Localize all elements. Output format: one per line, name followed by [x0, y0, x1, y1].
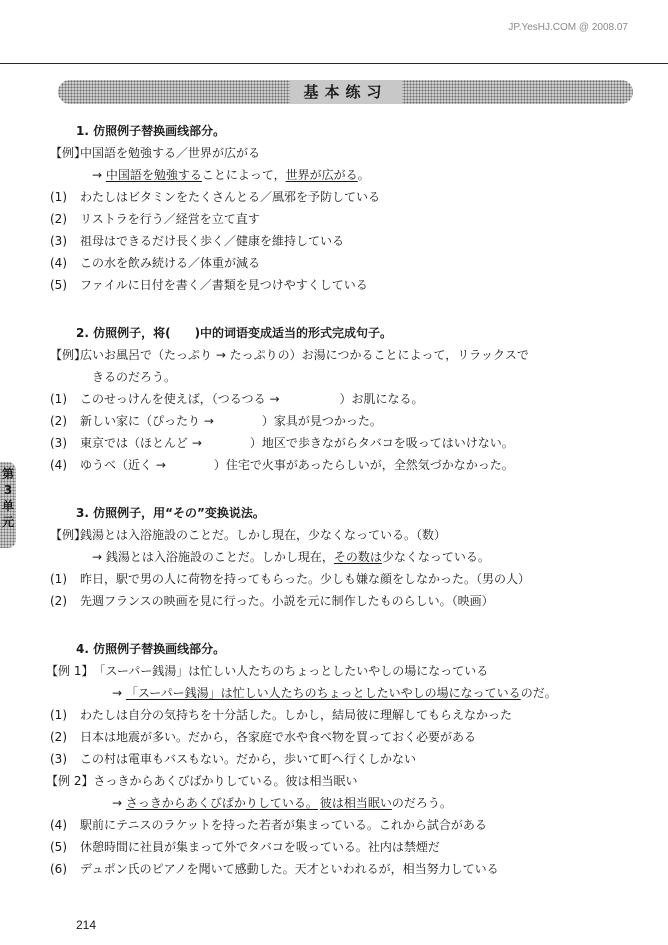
section-heading: 4. 仿照例子替换画线部分。 — [76, 642, 226, 656]
example-tag: 【例】 — [50, 146, 87, 160]
section-heading: 3. 仿照例子，用“その”变换说法。 — [76, 506, 265, 520]
item-text: この村は電車もバスもない。だから，歩いて町へ行くしかない — [80, 752, 417, 766]
list-item — [50, 410, 636, 432]
list-item — [50, 186, 636, 208]
example-text: 「スーパー銭湯」は忙しい人たちのちょっとしたいやしの場になっている — [93, 664, 489, 678]
item-text: 新しい家に（ぴったり → ）家具が見つかった。 — [80, 414, 382, 428]
list-item — [50, 704, 636, 726]
item-number: (1) — [50, 572, 67, 586]
example-line — [46, 770, 636, 792]
example-tag: 【例 2】 — [46, 774, 94, 788]
answer-text: のだろう。 — [391, 796, 452, 810]
item-text: わたしはビタミンをたくさんとる／風邪を予防している — [80, 190, 381, 204]
list-item — [50, 726, 636, 748]
example-text: 広いお風呂で（たっぷり → たっぷりの）お湯につかることによって，リラックスで — [80, 348, 529, 362]
answer-underline: さっきからあくびばかりしている。 — [125, 796, 318, 810]
item-number: (4) — [50, 458, 67, 472]
section-heading: 2. 仿照例子，将( )中的词语变成适当的形式完成句子。 — [76, 326, 393, 340]
item-number: (2) — [50, 414, 67, 428]
item-text: このせっけんを使えば，（つるつる → ）お肌になる。 — [80, 392, 424, 406]
list-item — [50, 432, 636, 454]
watermark: JP.YesHJ.COM @ 2008.07 — [508, 22, 628, 33]
example-line — [50, 142, 636, 164]
example-text: 銭湯とは入浴施設のことだ。しかし現在，少なくなっている。（数） — [80, 528, 447, 542]
item-number: (1) — [50, 392, 67, 406]
answer-underline: その数は — [333, 550, 382, 564]
answer-text: 少なくなっている。 — [381, 550, 490, 564]
answer-text: ことによって， — [201, 168, 286, 182]
list-item — [50, 230, 636, 252]
example-text: 中国語を勉強する／世界が広がる — [80, 146, 261, 160]
header-rule — [0, 63, 668, 64]
item-number: (1) — [50, 708, 67, 722]
list-item — [50, 568, 636, 590]
exercise-content — [46, 121, 636, 880]
item-text: 祖母はできるだけ長く歩く／健康を維持している — [80, 234, 345, 248]
item-text: 先週フランスの映画を見に行った。小説を元に制作したものらしい。（映画） — [80, 594, 494, 608]
list-item — [50, 748, 636, 770]
banner-title: 基本练习 — [289, 80, 401, 104]
exercise-section-1 — [50, 121, 636, 296]
exercise-section-3 — [50, 503, 636, 612]
example-tag: 【例】 — [50, 348, 87, 362]
item-text: リストラを行う／経営を立て直す — [80, 212, 260, 226]
item-number: (6) — [50, 862, 67, 876]
example-tag: 【例】 — [50, 528, 87, 542]
list-item — [50, 858, 636, 880]
item-number: (2) — [50, 730, 67, 744]
example-line — [46, 660, 636, 682]
item-number: (3) — [50, 752, 67, 766]
example-answer — [76, 792, 636, 814]
list-item — [50, 814, 636, 836]
section-banner — [58, 80, 633, 104]
example-text: きるのだろう。 — [92, 370, 177, 384]
list-item — [50, 836, 636, 858]
example-answer — [76, 546, 636, 568]
item-number: (5) — [50, 840, 67, 854]
answer-underline: 世界が広がる — [285, 168, 358, 182]
item-text: 日本は地震が多い。だから，各家庭で水や食べ物を買っておく必要がある — [80, 730, 477, 744]
unit-side-tab-label: 第3单元 — [1, 467, 14, 529]
example-line — [50, 344, 636, 366]
answer-arrow: → — [112, 686, 126, 700]
example-line-continued — [76, 366, 636, 388]
item-number: (3) — [50, 436, 67, 450]
answer-underline: 彼は相当眠い — [319, 796, 392, 810]
unit-side-tab — [0, 462, 16, 548]
example-answer — [76, 164, 636, 186]
answer-arrow: → — [112, 796, 126, 810]
answer-text: のだ。 — [520, 686, 557, 700]
list-item — [50, 252, 636, 274]
item-text: デュポン氏のピアノを聞いて感動した。天才といわれるが，相当努力している — [80, 862, 499, 876]
item-text: ゆうべ（近く → ）住宅で火事があったらしいが，全然気づかなかった。 — [80, 458, 514, 472]
example-text: さっきからあくびばかりしている。彼は相当眠い — [93, 774, 358, 788]
example-tag: 【例 1】 — [46, 664, 94, 678]
item-text: 昨日，駅で男の人に荷物を持ってもらった。少しも嫌な顔をしなかった。（男の人） — [80, 572, 531, 586]
section-heading: 1. 仿照例子替换画线部分。 — [76, 124, 226, 138]
item-number: (2) — [50, 594, 67, 608]
item-text: 駅前にテニスのラケットを持った若者が集まっている。これから試合がある — [80, 818, 487, 832]
item-text: 東京では（ほとんど → ）地区で歩きながらタバコを吸ってはいけない。 — [80, 436, 514, 450]
item-number: (3) — [50, 234, 67, 248]
answer-arrow: → — [92, 168, 106, 182]
item-text: ファイルに日付を書く／書類を見つけやすくしている — [80, 278, 368, 292]
list-item — [50, 590, 636, 612]
list-item — [50, 388, 636, 410]
answer-text: 。 — [357, 168, 370, 182]
example-line — [50, 524, 636, 546]
item-text: 休憩時間に社員が集まって外でタバコを吸っている。社内は禁煙だ — [80, 840, 440, 854]
exercise-section-4 — [46, 639, 636, 880]
exercise-section-2 — [50, 323, 636, 476]
item-number: (1) — [50, 190, 67, 204]
item-number: (4) — [50, 818, 67, 832]
list-item — [50, 454, 636, 476]
list-item — [50, 208, 636, 230]
item-text: この水を飲み続ける／体重が減る — [80, 256, 261, 270]
item-number: (2) — [50, 212, 67, 226]
answer-underline: 中国語を勉強する — [105, 168, 202, 182]
page-number: 214 — [76, 918, 97, 932]
item-number: (5) — [50, 278, 67, 292]
item-text: わたしは自分の気持ちを十分話した。しかし，結局彼に理解してもらえなかった — [80, 708, 513, 722]
list-item — [50, 274, 636, 296]
answer-text: → 銭湯とは入浴施設のことだ。しかし現在， — [92, 550, 334, 564]
answer-underline: 「スーパー銭湯」は忙しい人たちのちょっとしたいやしの場になっている — [125, 686, 521, 700]
item-number: (4) — [50, 256, 67, 270]
example-answer — [76, 682, 636, 704]
